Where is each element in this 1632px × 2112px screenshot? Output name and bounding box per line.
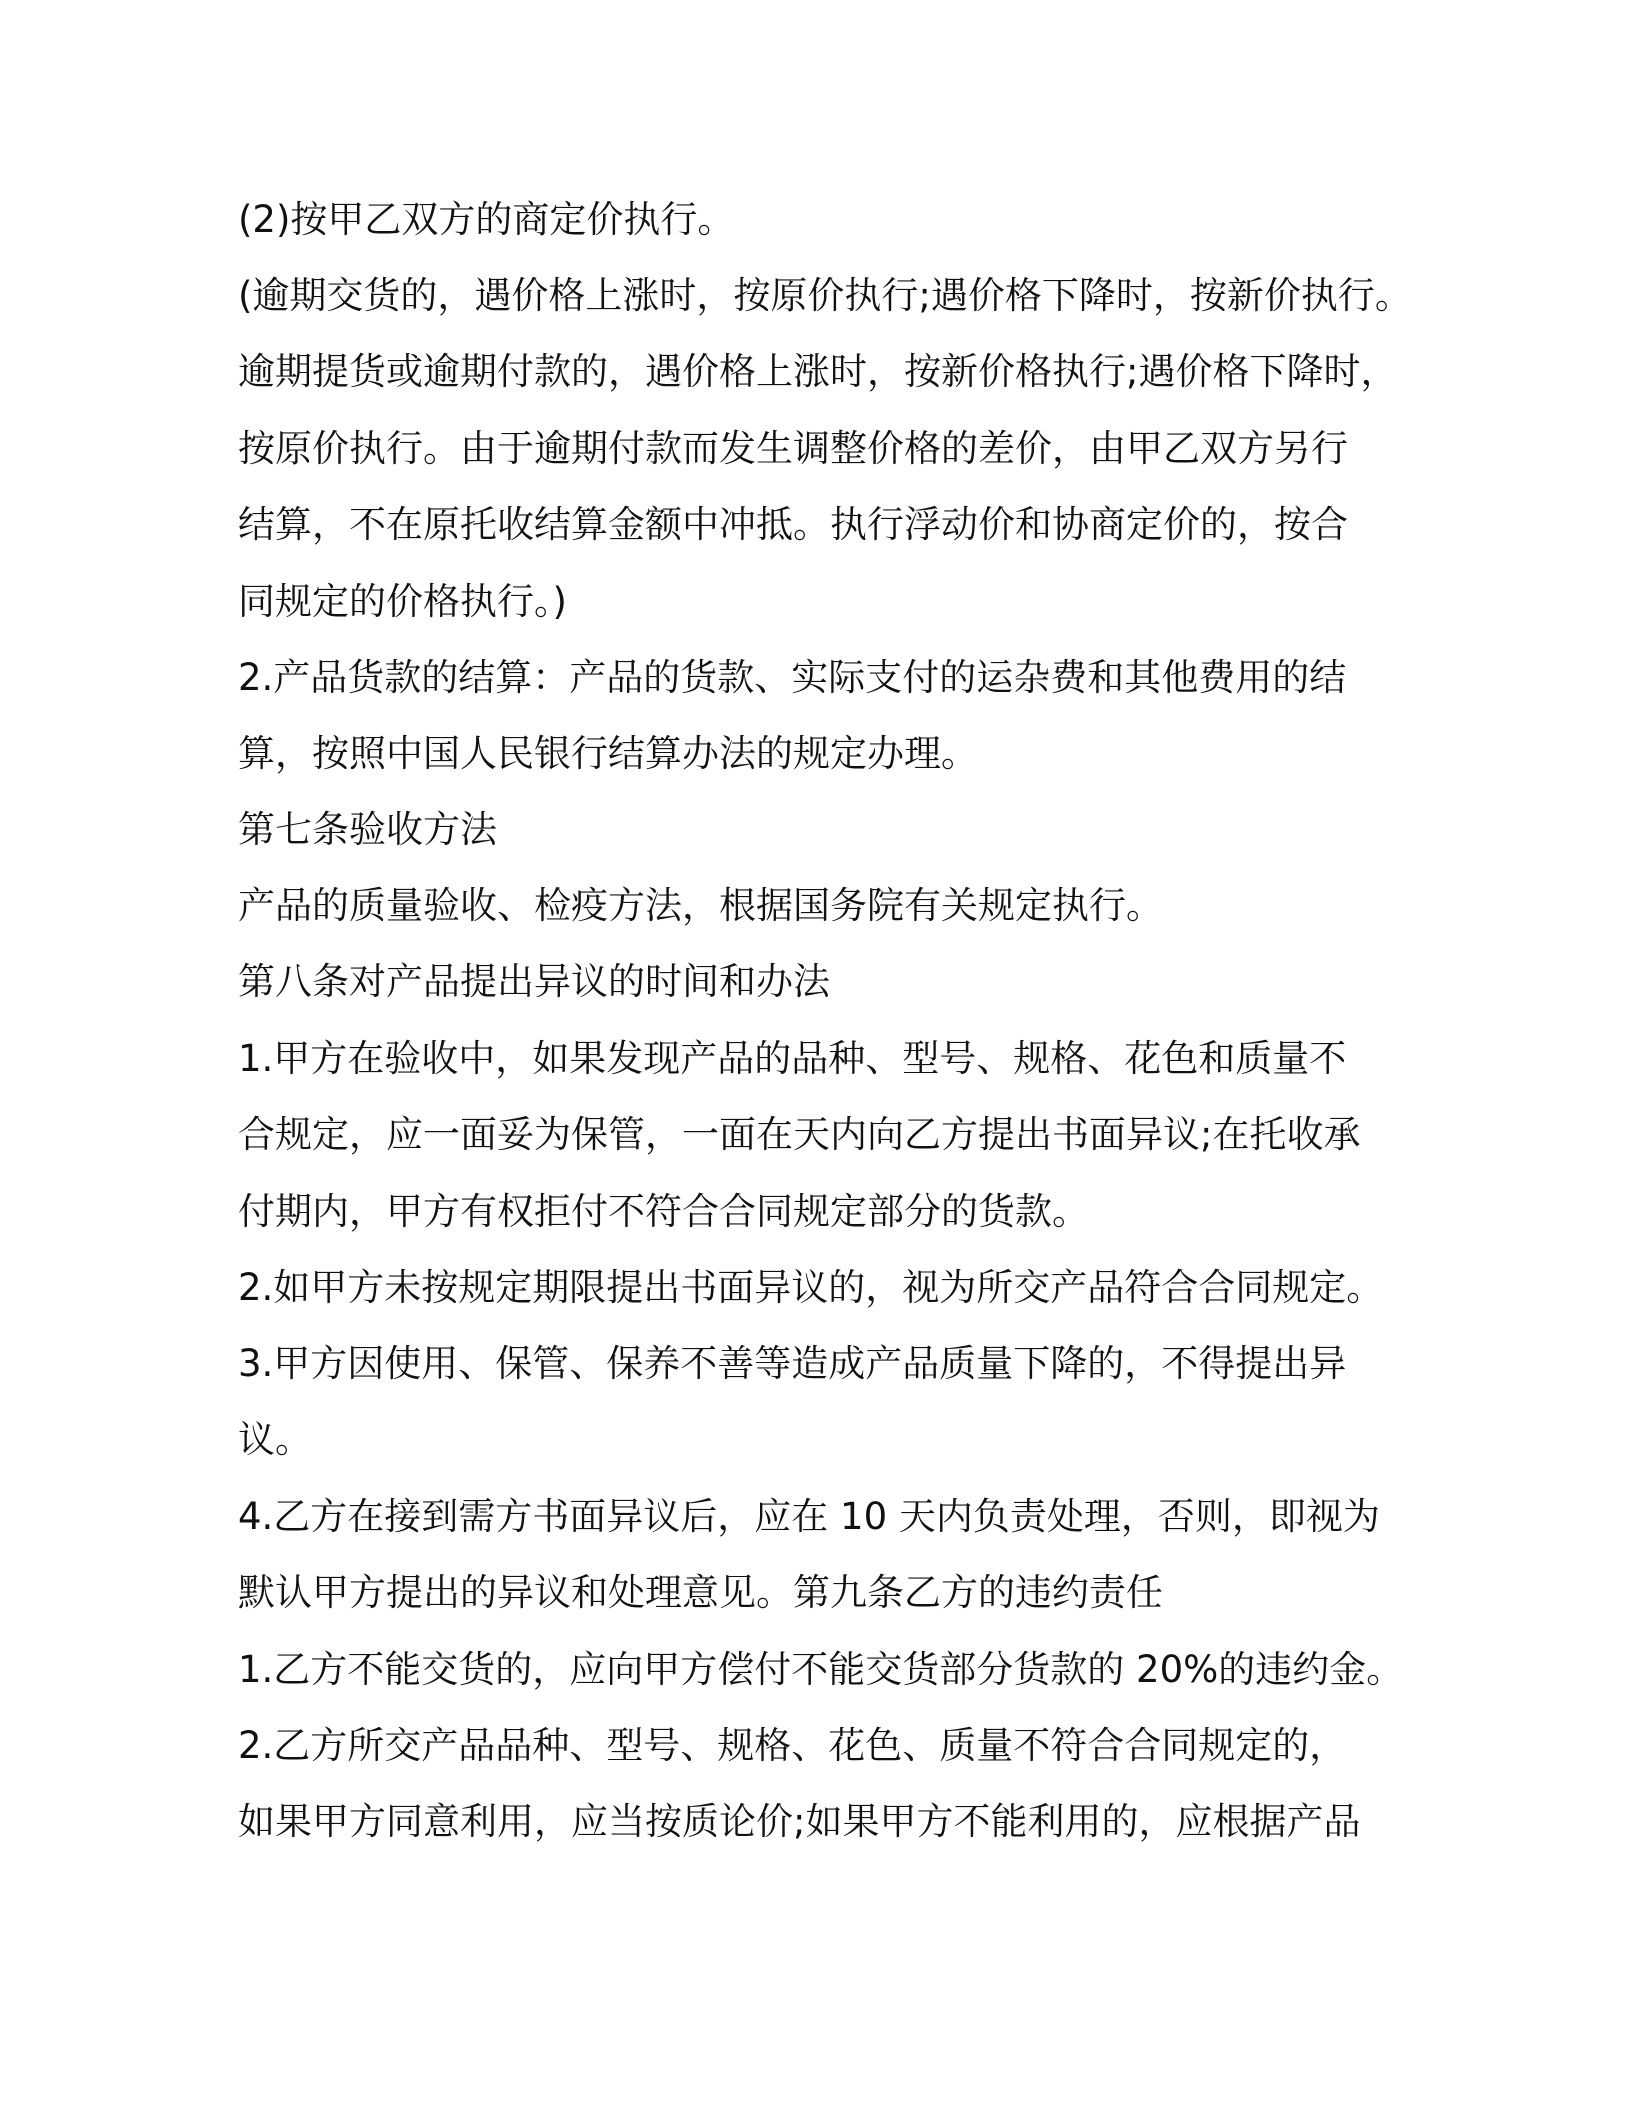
text-line: 如果甲方同意利用，应当按质论价;如果甲方不能利用的，应根据产品 [238, 1800, 1361, 1843]
text-line: 同规定的价格执行。) [238, 580, 567, 623]
text-line: 逾期提货或逾期付款的，遇价格上涨时，按新价格执行;遇价格下降时， [238, 350, 1398, 393]
text-line: 4.乙方在接到需方书面异议后，应在 10 天内负责处理，否则，即视为 [238, 1495, 1380, 1538]
text-line: 议。 [238, 1418, 312, 1461]
text-line: 产品的质量验收、检疫方法，根据国务院有关规定执行。 [238, 884, 1163, 927]
text-line: 合规定，应一面妥为保管，一面在天内向乙方提出书面异议;在托收承 [238, 1113, 1361, 1156]
text-line: 2.产品货款的结算：产品的货款、实际支付的运杂费和其他费用的结 [238, 656, 1347, 699]
text-line: 算，按照中国人民银行结算办法的规定办理。 [238, 732, 978, 775]
text-line: 1.甲方在验收中，如果发现产品的品种、型号、规格、花色和质量不 [238, 1037, 1347, 1080]
section-heading: 第七条验收方法 [238, 808, 497, 851]
text-line: (逾期交货的，遇价格上涨时，按原价执行;遇价格下降时，按新价执行。 [238, 274, 1412, 317]
text-line: 按原价执行。由于逾期付款而发生调整价格的差价，由甲乙双方另行 [238, 427, 1348, 470]
section-heading: 第八条对产品提出异议的时间和办法 [238, 960, 830, 1003]
text-line: 付期内，甲方有权拒付不符合合同规定部分的货款。 [238, 1190, 1089, 1233]
text-line: (2)按甲乙双方的商定价执行。 [238, 198, 735, 241]
text-line: 2.乙方所交产品品种、型号、规格、花色、质量不符合合同规定的， [238, 1724, 1347, 1767]
text-line: 1.乙方不能交货的，应向甲方偿付不能交货部分货款的 20%的违约金。 [238, 1648, 1404, 1691]
text-line: 2.如甲方未按规定期限提出书面异议的，视为所交产品符合合同规定。 [238, 1266, 1384, 1309]
text-line: 3.甲方因使用、保管、保养不善等造成产品质量下降的，不得提出异 [238, 1342, 1347, 1385]
text-line: 结算，不在原托收结算金额中冲抵。执行浮动价和协商定价的，按合 [238, 503, 1348, 546]
text-line: 默认甲方提出的异议和处理意见。第九条乙方的违约责任 [238, 1571, 1163, 1614]
